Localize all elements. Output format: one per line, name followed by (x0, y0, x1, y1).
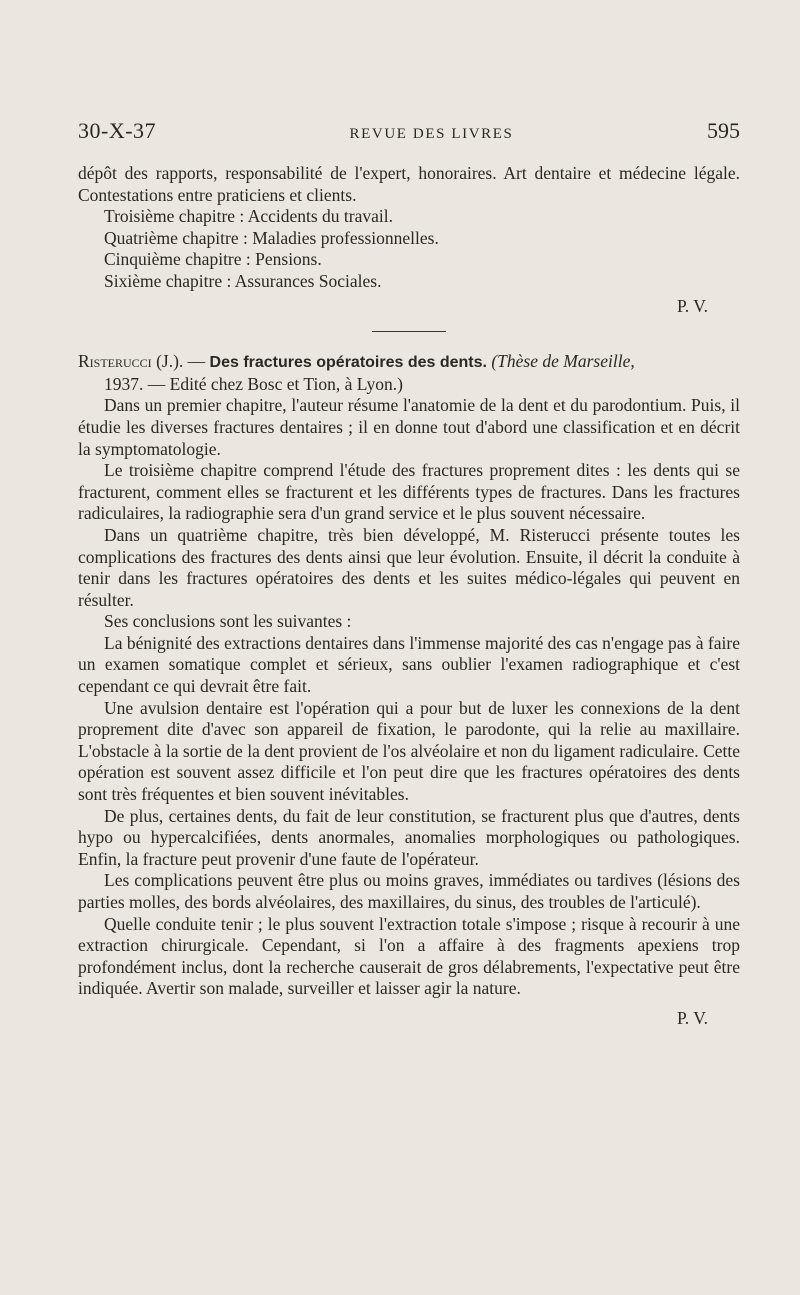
header-journal-title: REVUE DES LIVRES (349, 126, 514, 142)
work-title: Des fractures opératoires des dents. (209, 354, 487, 372)
thesis-reference: (Thèse de Marseille, (486, 351, 635, 372)
section-divider (372, 331, 446, 332)
author-initial: (J.). — (151, 351, 210, 372)
header-date: 30-X-37 (78, 118, 157, 143)
review-paragraph: Dans un premier chapitre, l'auteur résume l'anatomie de la dent et du parodontium. Puis, il étudie les diverses fractures dentaires ; il en donne tout d'abord une classification et en décrit la symptomatologie. (78, 395, 740, 459)
page-body (78, 163, 740, 1030)
chapter-line: Quatrième chapitre : Maladies professionnelles. (104, 227, 439, 248)
running-header (78, 118, 740, 148)
book-review (78, 351, 740, 1029)
review-entry-heading (78, 351, 740, 395)
chapter-line: Sixième chapitre : Assurances Sociales. (104, 270, 382, 291)
reviewer-signature: P. V. (677, 1007, 708, 1028)
publication-year: 1937. (104, 373, 144, 394)
review-paragraph: La bénignité des extractions dentaires dans l'immense majorité des cas n'engage pas à faire un examen somatique complet et sérieux, sans oublier l'examen radiographique et c'est cependant ce qui devrait être fait. (78, 632, 740, 697)
review-paragraph: Dans un quatrième chapitre, très bien développé, M. Risterucci présente toutes les complications des fractures des dents ainsi que leur évolution. Ensuite, il décrit la conduite à tenir dans les fractures opératoires des dents et les suites médico-légales qui peuvent en résulter. (78, 524, 740, 610)
review-paragraph: Une avulsion dentaire est l'opération qui a pour but de luxer les connexions de la dent proprement dite d'avec son appareil de fixation, le parodonte, qui la relie au maxillaire. L'obstacle à la sortie de la dent provient de l'os alvéolaire et non du ligament radiculaire. Cette opération est souvent assez difficile et l'on peut dire que les fractures opératoires des dents sont très fréquentes et bien souvent inévitables. (78, 697, 740, 805)
chapter-line: Troisième chapitre : Accidents du travail. (104, 206, 394, 227)
review-paragraph: Le troisième chapitre comprend l'étude des fractures proprement dites : les dents qui se fracturent, comment elles se fracturent et les différents types de fractures. Dans les fractures radiculaires, la radiographie sera d'un grand service et le plus souvent nécessaire. (78, 460, 740, 524)
publisher-info: — Edité chez Bosc et Tion, à Lyon.) (143, 373, 403, 394)
previous-review (78, 163, 740, 317)
review-paragraph: De plus, certaines dents, du fait de leur constitution, se fracturent plus que d'autres, dents hypo ou hypercalcifiées, dents anormales, anomalies morphologiques ou pathologiques. Enfin, la fracture peut provenir d'une faute de l'opérateur. (78, 805, 740, 869)
author-name: Risterucci (78, 351, 152, 372)
review-paragraph: Quelle conduite tenir ; le plus souvent l'extraction totale s'impose ; risque à recourir à une extraction chirurgicale. Cependant, si l'on a affaire à des fragments apexiens trop profondément inclus, dont la recherche causerait de gros délabrements, l'expectative peut être indiquée. Avertir son malade, surveiller et laisser agir la nature. (78, 913, 740, 999)
review-paragraph: Ses conclusions sont les suivantes : (104, 611, 352, 632)
review-paragraph: Les complications peuvent être plus ou moins graves, immédiates ou tardives (lésions des parties molles, des bords alvéolaires, des maxillaires, du sinus, des troubles de l'articulé). (78, 870, 740, 912)
reviewer-signature: P. V. (677, 295, 708, 316)
page-number: 595 (706, 118, 740, 143)
continuation-paragraph: dépôt des rapports, responsabilité de l'expert, honoraires. Art dentaire et médecine légale. Contestations entre praticiens et clients. (78, 163, 740, 205)
chapter-line: Cinquième chapitre : Pensions. (104, 249, 322, 270)
